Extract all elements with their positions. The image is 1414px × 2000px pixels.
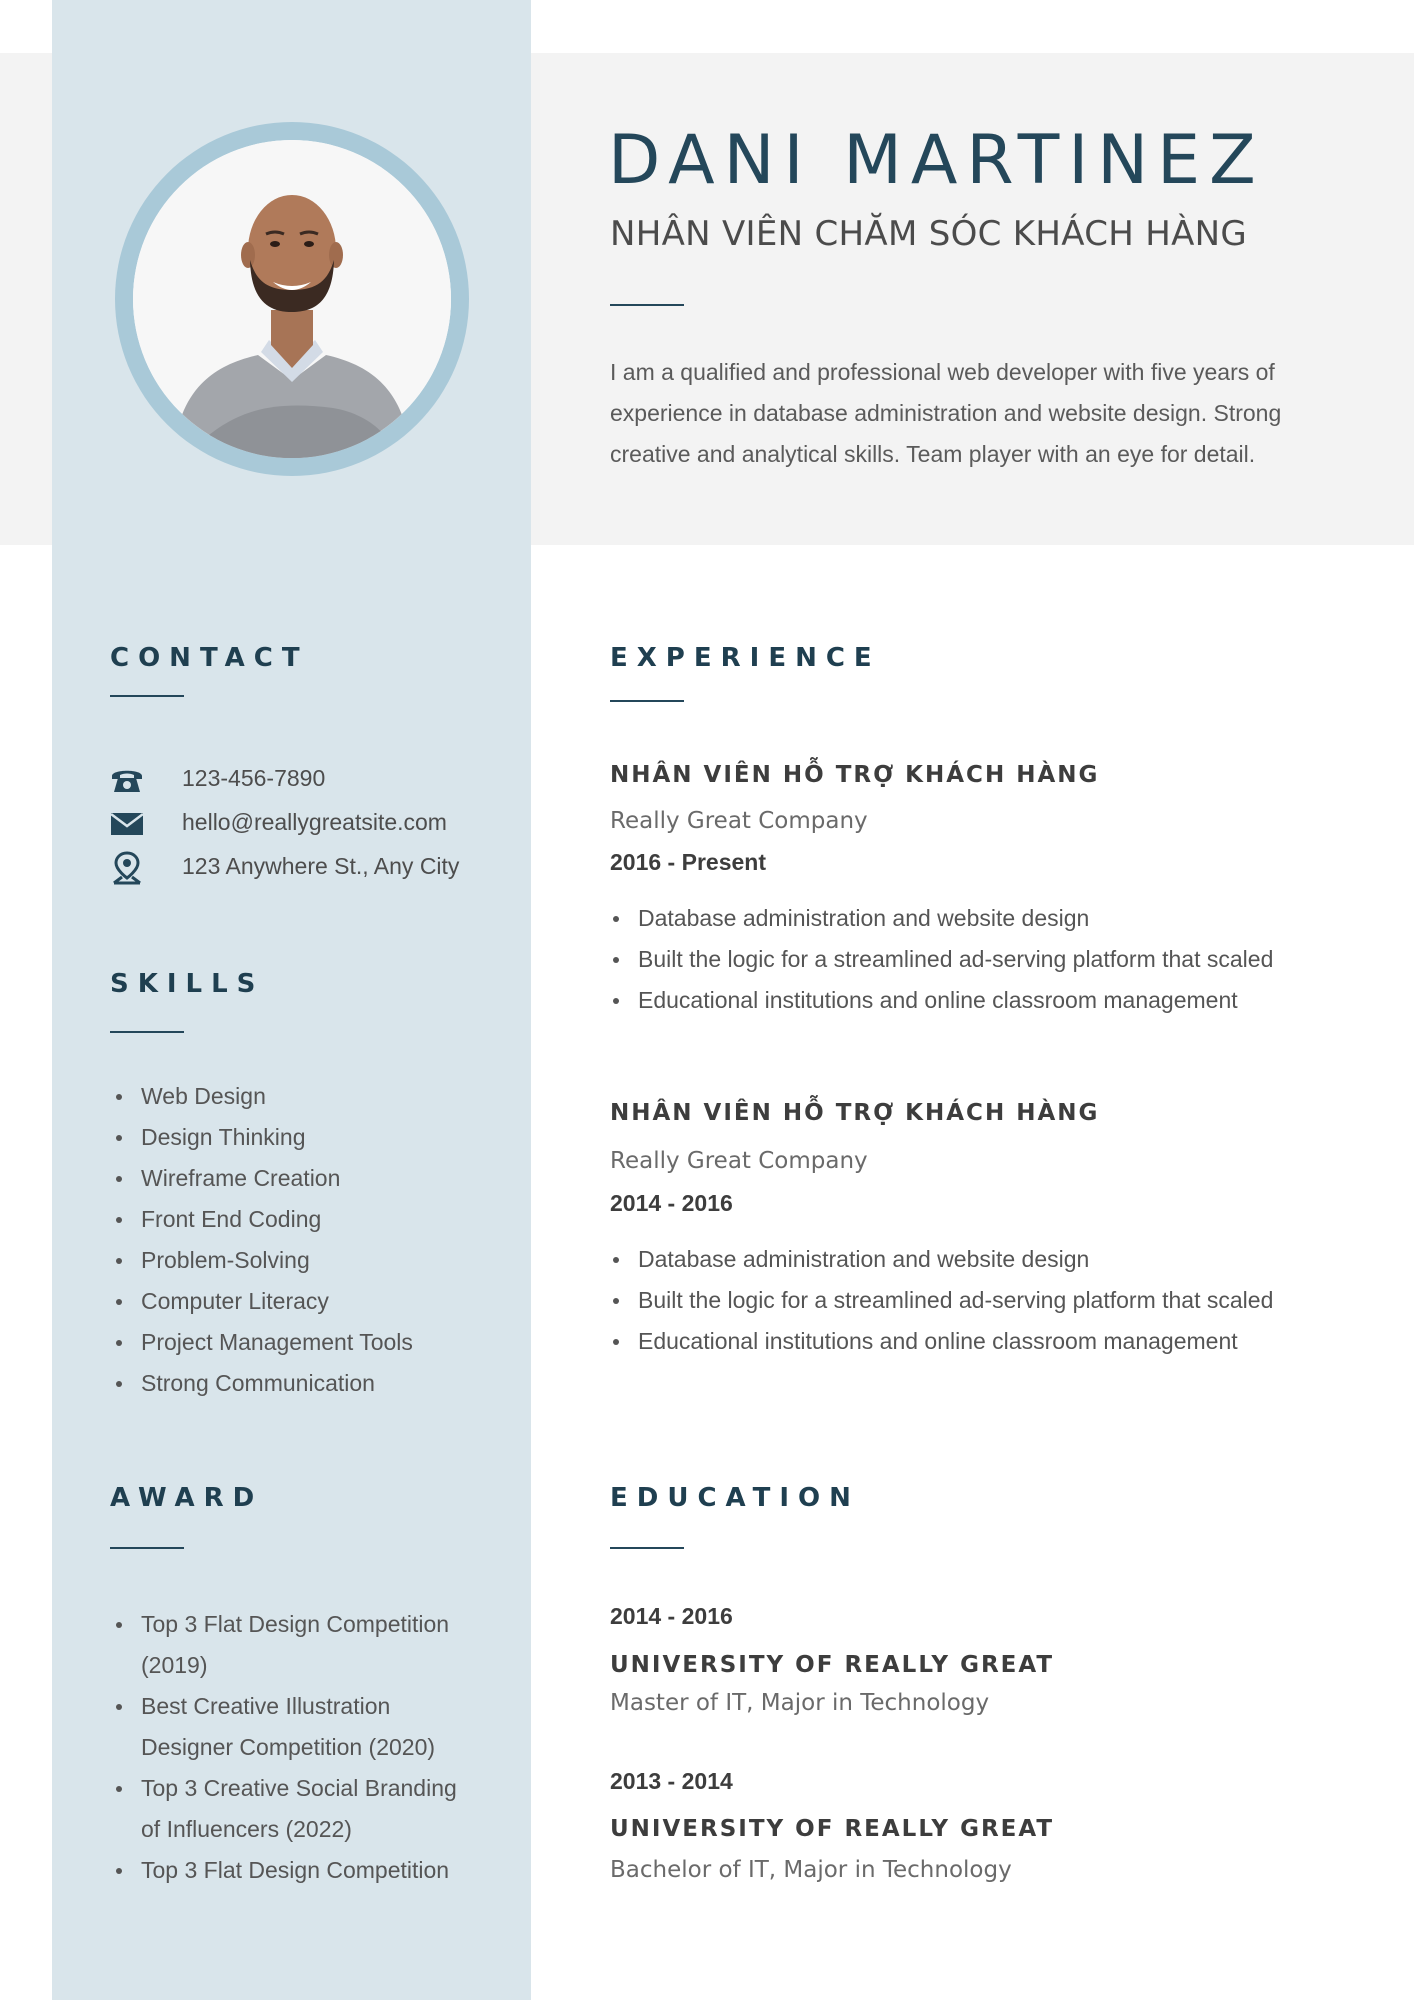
list-item: Database administration and website design <box>608 1239 1273 1280</box>
profile-photo <box>133 140 451 458</box>
profile-photo-frame <box>115 122 469 476</box>
degree: Bachelor of IT, Major in Technology <box>610 1857 1012 1883</box>
job-title: NHÂN VIÊN CHĂM SÓC KHÁCH HÀNG <box>610 214 1248 254</box>
contact-divider <box>110 695 184 697</box>
list-item: Problem-Solving <box>111 1240 413 1281</box>
email-icon <box>110 807 144 841</box>
list-item: Strong Communication <box>111 1363 413 1404</box>
list-item: Educational institutions and online classroom management <box>608 1321 1273 1362</box>
list-item: Project Management Tools <box>111 1322 413 1363</box>
address-text: 123 Anywhere St., Any City <box>182 853 460 879</box>
phone-text[interactable]: 123-456-7890 <box>182 765 326 791</box>
list-item: Built the logic for a streamlined ad-serving platform that scaled <box>608 1280 1273 1321</box>
company-name: Really Great Company <box>610 1148 868 1174</box>
education-dates: 2013 - 2014 <box>610 1768 733 1794</box>
job-dates: 2014 - 2016 <box>610 1190 733 1216</box>
skills-list <box>111 1076 413 1404</box>
job-duties-list <box>608 898 1273 1021</box>
experience-divider <box>610 700 684 702</box>
contact-address <box>110 850 460 886</box>
school-name: UNIVERSITY OF REALLY GREAT <box>610 1652 1055 1678</box>
award-divider <box>110 1547 184 1549</box>
company-name: Really Great Company <box>610 808 868 834</box>
contact-phone <box>110 762 326 798</box>
award-list <box>111 1604 481 1891</box>
job-role: NHÂN VIÊN HỖ TRỢ KHÁCH HÀNG <box>610 1100 1100 1126</box>
contact-email <box>110 806 447 842</box>
list-item: Top 3 Creative Social Branding of Influencers (2022) <box>111 1768 481 1850</box>
list-item: Front End Coding <box>111 1199 413 1240</box>
header-divider <box>610 304 684 306</box>
school-name: UNIVERSITY OF REALLY GREAT <box>610 1816 1055 1842</box>
list-item: Wireframe Creation <box>111 1158 413 1199</box>
award-heading: AWARD <box>110 1483 264 1513</box>
list-item: Top 3 Flat Design Competition (2019) <box>111 1604 481 1686</box>
experience-heading: EXPERIENCE <box>610 643 881 673</box>
education-heading: EDUCATION <box>610 1483 860 1513</box>
contact-heading: CONTACT <box>110 643 309 673</box>
list-item: Best Creative Illustration Designer Competition (2020) <box>111 1686 481 1768</box>
list-item: Web Design <box>111 1076 413 1117</box>
education-dates: 2014 - 2016 <box>610 1603 733 1629</box>
skills-heading: SKILLS <box>110 969 265 999</box>
phone-icon <box>110 763 144 797</box>
profile-summary: I am a qualified and professional web developer with five years of experience in database administration and website design. Strong creative and analytical skills. Team player with an eye for detail. <box>610 359 1282 467</box>
list-item: Database administration and website design <box>608 898 1273 939</box>
job-duties-list <box>608 1239 1273 1362</box>
email-text[interactable]: hello@reallygreatsite.com <box>182 809 447 835</box>
education-divider <box>610 1547 684 1549</box>
list-item: Educational institutions and online classroom management <box>608 980 1273 1021</box>
job-role: NHÂN VIÊN HỖ TRỢ KHÁCH HÀNG <box>610 762 1100 788</box>
person-name: DANI MARTINEZ <box>608 121 1265 200</box>
list-item: Computer Literacy <box>111 1281 413 1322</box>
list-item: Top 3 Flat Design Competition <box>111 1850 481 1891</box>
list-item: Built the logic for a streamlined ad-serving platform that scaled <box>608 939 1273 980</box>
job-dates: 2016 - Present <box>610 849 766 875</box>
skills-divider <box>110 1031 184 1033</box>
list-item: Design Thinking <box>111 1117 413 1158</box>
location-pin-icon <box>110 851 144 885</box>
degree: Master of IT, Major in Technology <box>610 1690 990 1716</box>
